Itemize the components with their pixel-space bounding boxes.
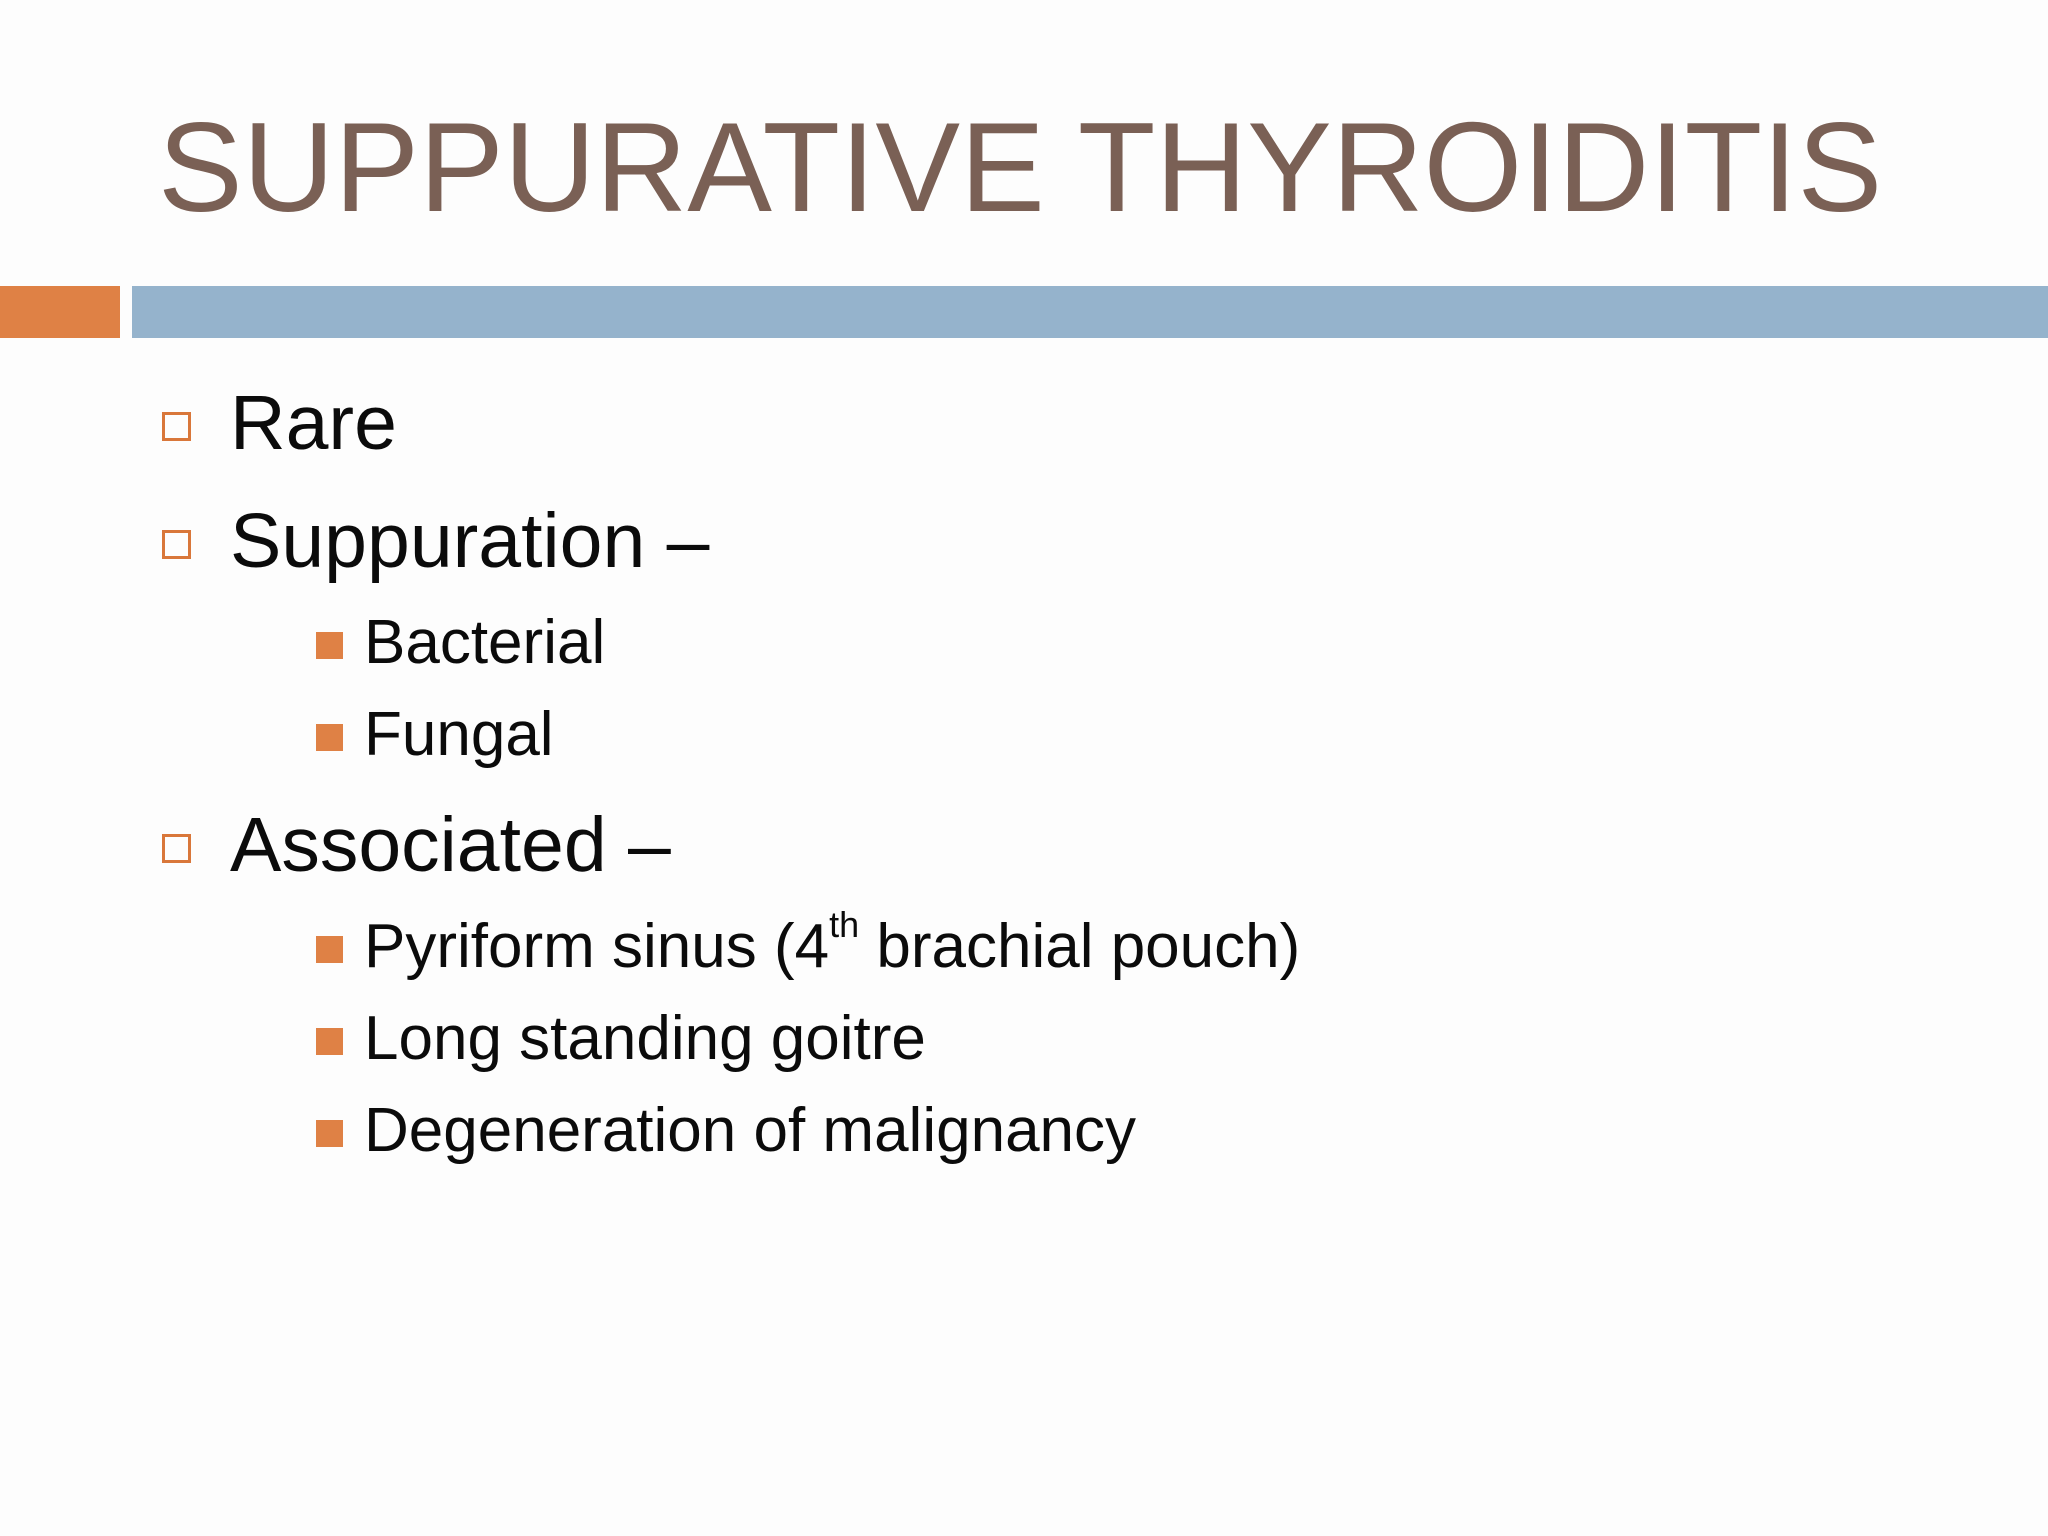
filled-square-bullet-icon: [316, 632, 343, 659]
bullet-item: [162, 800, 1062, 890]
bullet-text: Suppuration –: [230, 498, 710, 584]
sub-bullet-text-part: Pyriform sinus (4: [364, 912, 830, 981]
ordinal-superscript: th: [829, 904, 860, 946]
sub-bullet-text: Degeneration of malignancy: [364, 1096, 1137, 1165]
slide-title: SUPPURATIVE THYROIDITIS: [158, 96, 1883, 238]
sub-bullet-text: Long standing goitre: [364, 1004, 926, 1073]
sub-bullet-item: [316, 1002, 1516, 1076]
bullet-text: Rare: [230, 380, 397, 466]
sub-bullet-text: [364, 904, 1301, 984]
bullet-item: [162, 496, 1062, 586]
bullet-item: [162, 378, 1062, 468]
sub-bullet-text: Fungal: [364, 700, 554, 769]
bullet-text: Associated –: [230, 802, 671, 888]
accent-bar-blue: [132, 286, 2048, 338]
sub-bullet-text-part: brachial pouch): [859, 912, 1301, 981]
filled-square-bullet-icon: [316, 724, 343, 751]
filled-square-bullet-icon: [316, 1028, 343, 1055]
hollow-square-bullet-icon: [162, 412, 191, 441]
filled-square-bullet-icon: [316, 1120, 343, 1147]
hollow-square-bullet-icon: [162, 834, 191, 863]
sub-bullet-item: [316, 904, 1516, 984]
hollow-square-bullet-icon: [162, 530, 191, 559]
sub-bullet-item: [316, 1094, 1516, 1168]
accent-bar-orange: [0, 286, 120, 338]
filled-square-bullet-icon: [316, 936, 343, 963]
sub-bullet-text: Bacterial: [364, 608, 606, 677]
sub-bullet-item: [316, 698, 1216, 772]
sub-bullet-item: [316, 606, 1216, 680]
